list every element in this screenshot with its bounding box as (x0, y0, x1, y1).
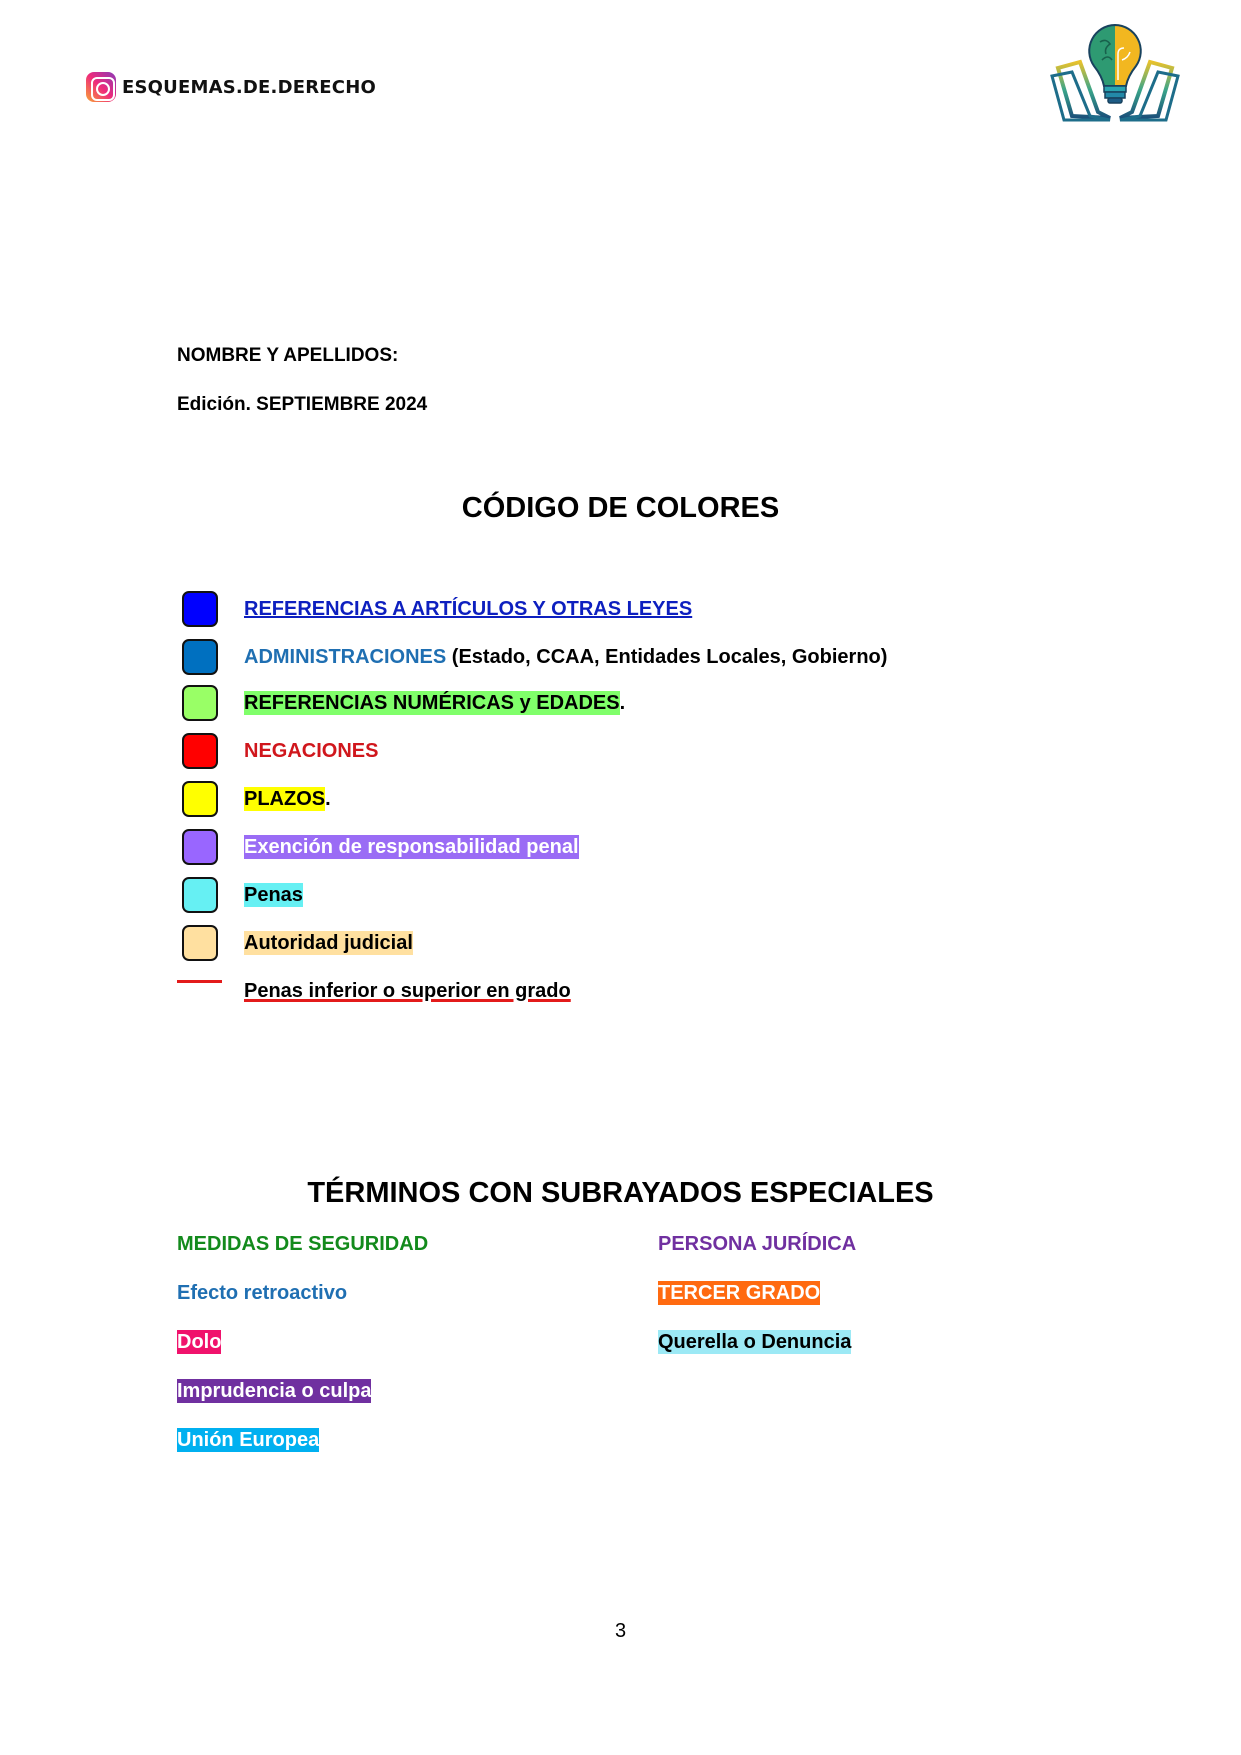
legend-label: Autoridad judicial (244, 932, 413, 954)
legend-label: ADMINISTRACIONES (244, 646, 447, 668)
lightbulb-brain-book-logo-icon (1050, 20, 1180, 125)
term-retroactive-effect: Efecto retroactivo (177, 1282, 348, 1304)
page-number: 3 (614, 1620, 627, 1642)
legend-label: Penas inferior o superior en grado (244, 980, 571, 1002)
peach-swatch (182, 925, 218, 961)
term-third-degree: TERCER GRADO (658, 1282, 821, 1304)
legend-suffix: (Estado, CCAA, Entidades Locales, Gobierno) (446, 646, 888, 668)
legend-text-group (244, 643, 887, 671)
legend-suffix: . (325, 788, 331, 810)
cyan-swatch (182, 877, 218, 913)
blue-swatch (182, 591, 218, 627)
term-third-degree-wrap (658, 1279, 820, 1307)
brand-header (86, 72, 376, 102)
purple-swatch (182, 829, 218, 865)
yellow-swatch (182, 781, 218, 817)
legend-label: REFERENCIAS A ARTÍCULOS Y OTRAS LEYES (244, 598, 693, 620)
legend-label: PLAZOS (244, 788, 326, 810)
brand-name: ESQUEMAS.DE.DERECHO (122, 76, 376, 98)
term-negligence: Imprudencia o culpa (177, 1380, 372, 1402)
legend-text-group (244, 785, 331, 813)
term-complaint: Querella o Denuncia (658, 1331, 852, 1353)
legend-label: NEGACIONES (244, 740, 379, 762)
edition-label: Edición. SEPTIEMBRE 2024 (177, 394, 428, 415)
green-swatch (182, 685, 218, 721)
red-swatch (182, 733, 218, 769)
legend-label: Exención de responsabilidad penal (244, 836, 579, 858)
legend-text-group (244, 833, 579, 861)
legend-text-group (244, 689, 625, 717)
term-eu-wrap (177, 1426, 319, 1454)
legend-suffix: . (619, 692, 626, 714)
legend-label: Penas (244, 884, 303, 906)
term-legal-person: PERSONA JURÍDICA (658, 1233, 857, 1255)
term-european-union: Unión Europea (177, 1429, 320, 1451)
legend-text-group (244, 929, 413, 957)
term-security-measures: MEDIDAS DE SEGURIDAD (177, 1233, 429, 1255)
name-label: NOMBRE Y APELLIDOS: (177, 345, 399, 366)
dark-blue-swatch (182, 639, 218, 675)
color-code-title: CÓDIGO DE COLORES (461, 492, 780, 524)
term-dolo: Dolo (177, 1331, 222, 1353)
instagram-icon (86, 72, 116, 102)
special-terms-title: TÉRMINOS CON SUBRAYADOS ESPECIALES (307, 1177, 934, 1209)
term-negligence-wrap (177, 1377, 371, 1405)
term-complaint-wrap (658, 1328, 851, 1356)
red-line-swatch (177, 980, 222, 983)
legend-label: REFERENCIAS NUMÉRICAS y EDADES (244, 692, 620, 714)
term-dolo-wrap (177, 1328, 221, 1356)
legend-text-group (244, 881, 303, 909)
